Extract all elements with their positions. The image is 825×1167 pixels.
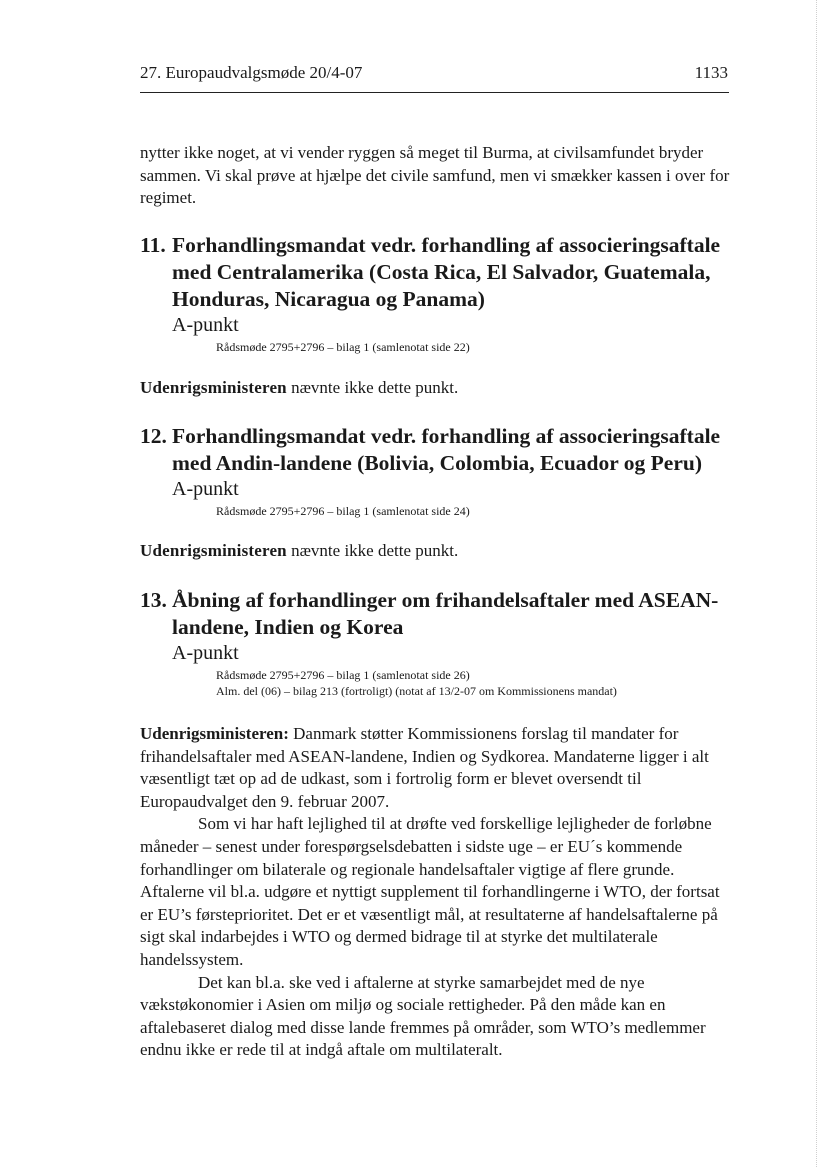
page-number: 1133	[694, 63, 728, 82]
agenda-item-13	[140, 587, 740, 699]
item-title: Forhandlingsmandat vedr. forhandling af associeringsaftale med Andin-landene (Bolivia, Colombia, Ecuador og Peru)	[172, 424, 721, 475]
agenda-item-11	[140, 232, 740, 355]
speaker-name: Udenrigsministeren	[140, 541, 287, 560]
item-reference: Alm. del (06) – bilag 213 (fortroligt) (notat af 13/2-07 om Kommissionens mandat)	[216, 684, 617, 698]
item-reference: Rådsmøde 2795+2796 – bilag 1 (samlenotat side 26)	[216, 668, 470, 682]
statement-paragraph: Det kan bl.a. ske ved i aftalerne at styrke samarbejdet med de nye vækstøkonomier i Asien om miljø og sociale rettigheder. På den måde kan en aftalebaseret dialog med disse lande fremmes på områder, som WTO’s medlemmer endnu ikke er rede til at indgå aftale om multilateralt.	[140, 972, 706, 1060]
item-title: Åbning af forhandlinger om frihandelsaftaler med ASEAN-landene, Indien og Korea	[172, 588, 719, 639]
item-reference: Rådsmøde 2795+2796 – bilag 1 (samlenotat side 22)	[216, 340, 470, 354]
note-text: nævnte ikke dette punkt.	[286, 378, 459, 397]
intro-paragraph: nytter ikke noget, at vi vender ryggen så meget til Burma, at civilsamfundet bryder sammen. Vi skal prøve at hjælpe det civile samfund, men vi smækker kassen i over for regimet.	[140, 143, 730, 208]
item-reference: Rådsmøde 2795+2796 – bilag 1 (samlenotat side 24)	[216, 504, 470, 518]
item-number: 12.	[140, 424, 167, 448]
statement-paragraph	[140, 723, 730, 813]
item-number: 11.	[140, 233, 166, 257]
item-number: 13.	[140, 588, 167, 612]
agenda-item-12	[140, 423, 740, 519]
item-subtitle: A-punkt	[172, 642, 239, 664]
paragraph-text: Danmark støtter Kommissionens forslag til mandater for frihandelsaftaler med ASEAN-landene, Indien og Sydkorea. Mandaterne ligger i alt væsentligt tæt op ad de udkast, som i fortrolig form er blevet oversendt til Europaudvalget den 9. februar 2007.	[140, 724, 709, 811]
item-title: Forhandlingsmandat vedr. forhandling af associeringsaftale med Centralamerika (Costa Rica, El Salvador, Guatemala, Honduras, Nicaragua og Panama)	[172, 233, 721, 311]
item-heading	[140, 232, 740, 313]
item-heading	[140, 587, 740, 641]
statement-paragraph: Som vi har haft lejlighed til at drøfte ved forskellige lejligheder de forløbne måneder – senest under forespørgselsdebatten i sidste uge – er EU´s kommende forhandlinger om bilaterale og regionale handelsaftaler vigtige af flere grunde. Aftalerne vil bl.a. udgøre et nyttigt supplement til forhandlingerne i WTO, der fortsat er EU’s førsteprioritet. Det er et væsentligt mål, at resultaterne af handelsaftalerne på sigt skal indarbejdes i WTO og dermed bidrage til at styrke det multilaterale handelssystem.	[140, 814, 720, 969]
item-subtitle: A-punkt	[172, 478, 239, 500]
header-rule	[140, 92, 729, 93]
minister-note-11	[140, 377, 458, 399]
item-heading	[140, 423, 740, 477]
note-text: nævnte ikke dette punkt.	[286, 541, 459, 560]
speaker-name: Udenrigsministeren:	[140, 724, 289, 743]
running-title: 27. Europaudvalgsmøde 20/4-07	[140, 63, 363, 82]
minister-statement	[140, 723, 730, 1062]
item-subtitle: A-punkt	[172, 314, 239, 336]
speaker-name: Udenrigsministeren	[140, 378, 287, 397]
scan-edge	[816, 0, 821, 1167]
minister-note-12	[140, 540, 458, 562]
